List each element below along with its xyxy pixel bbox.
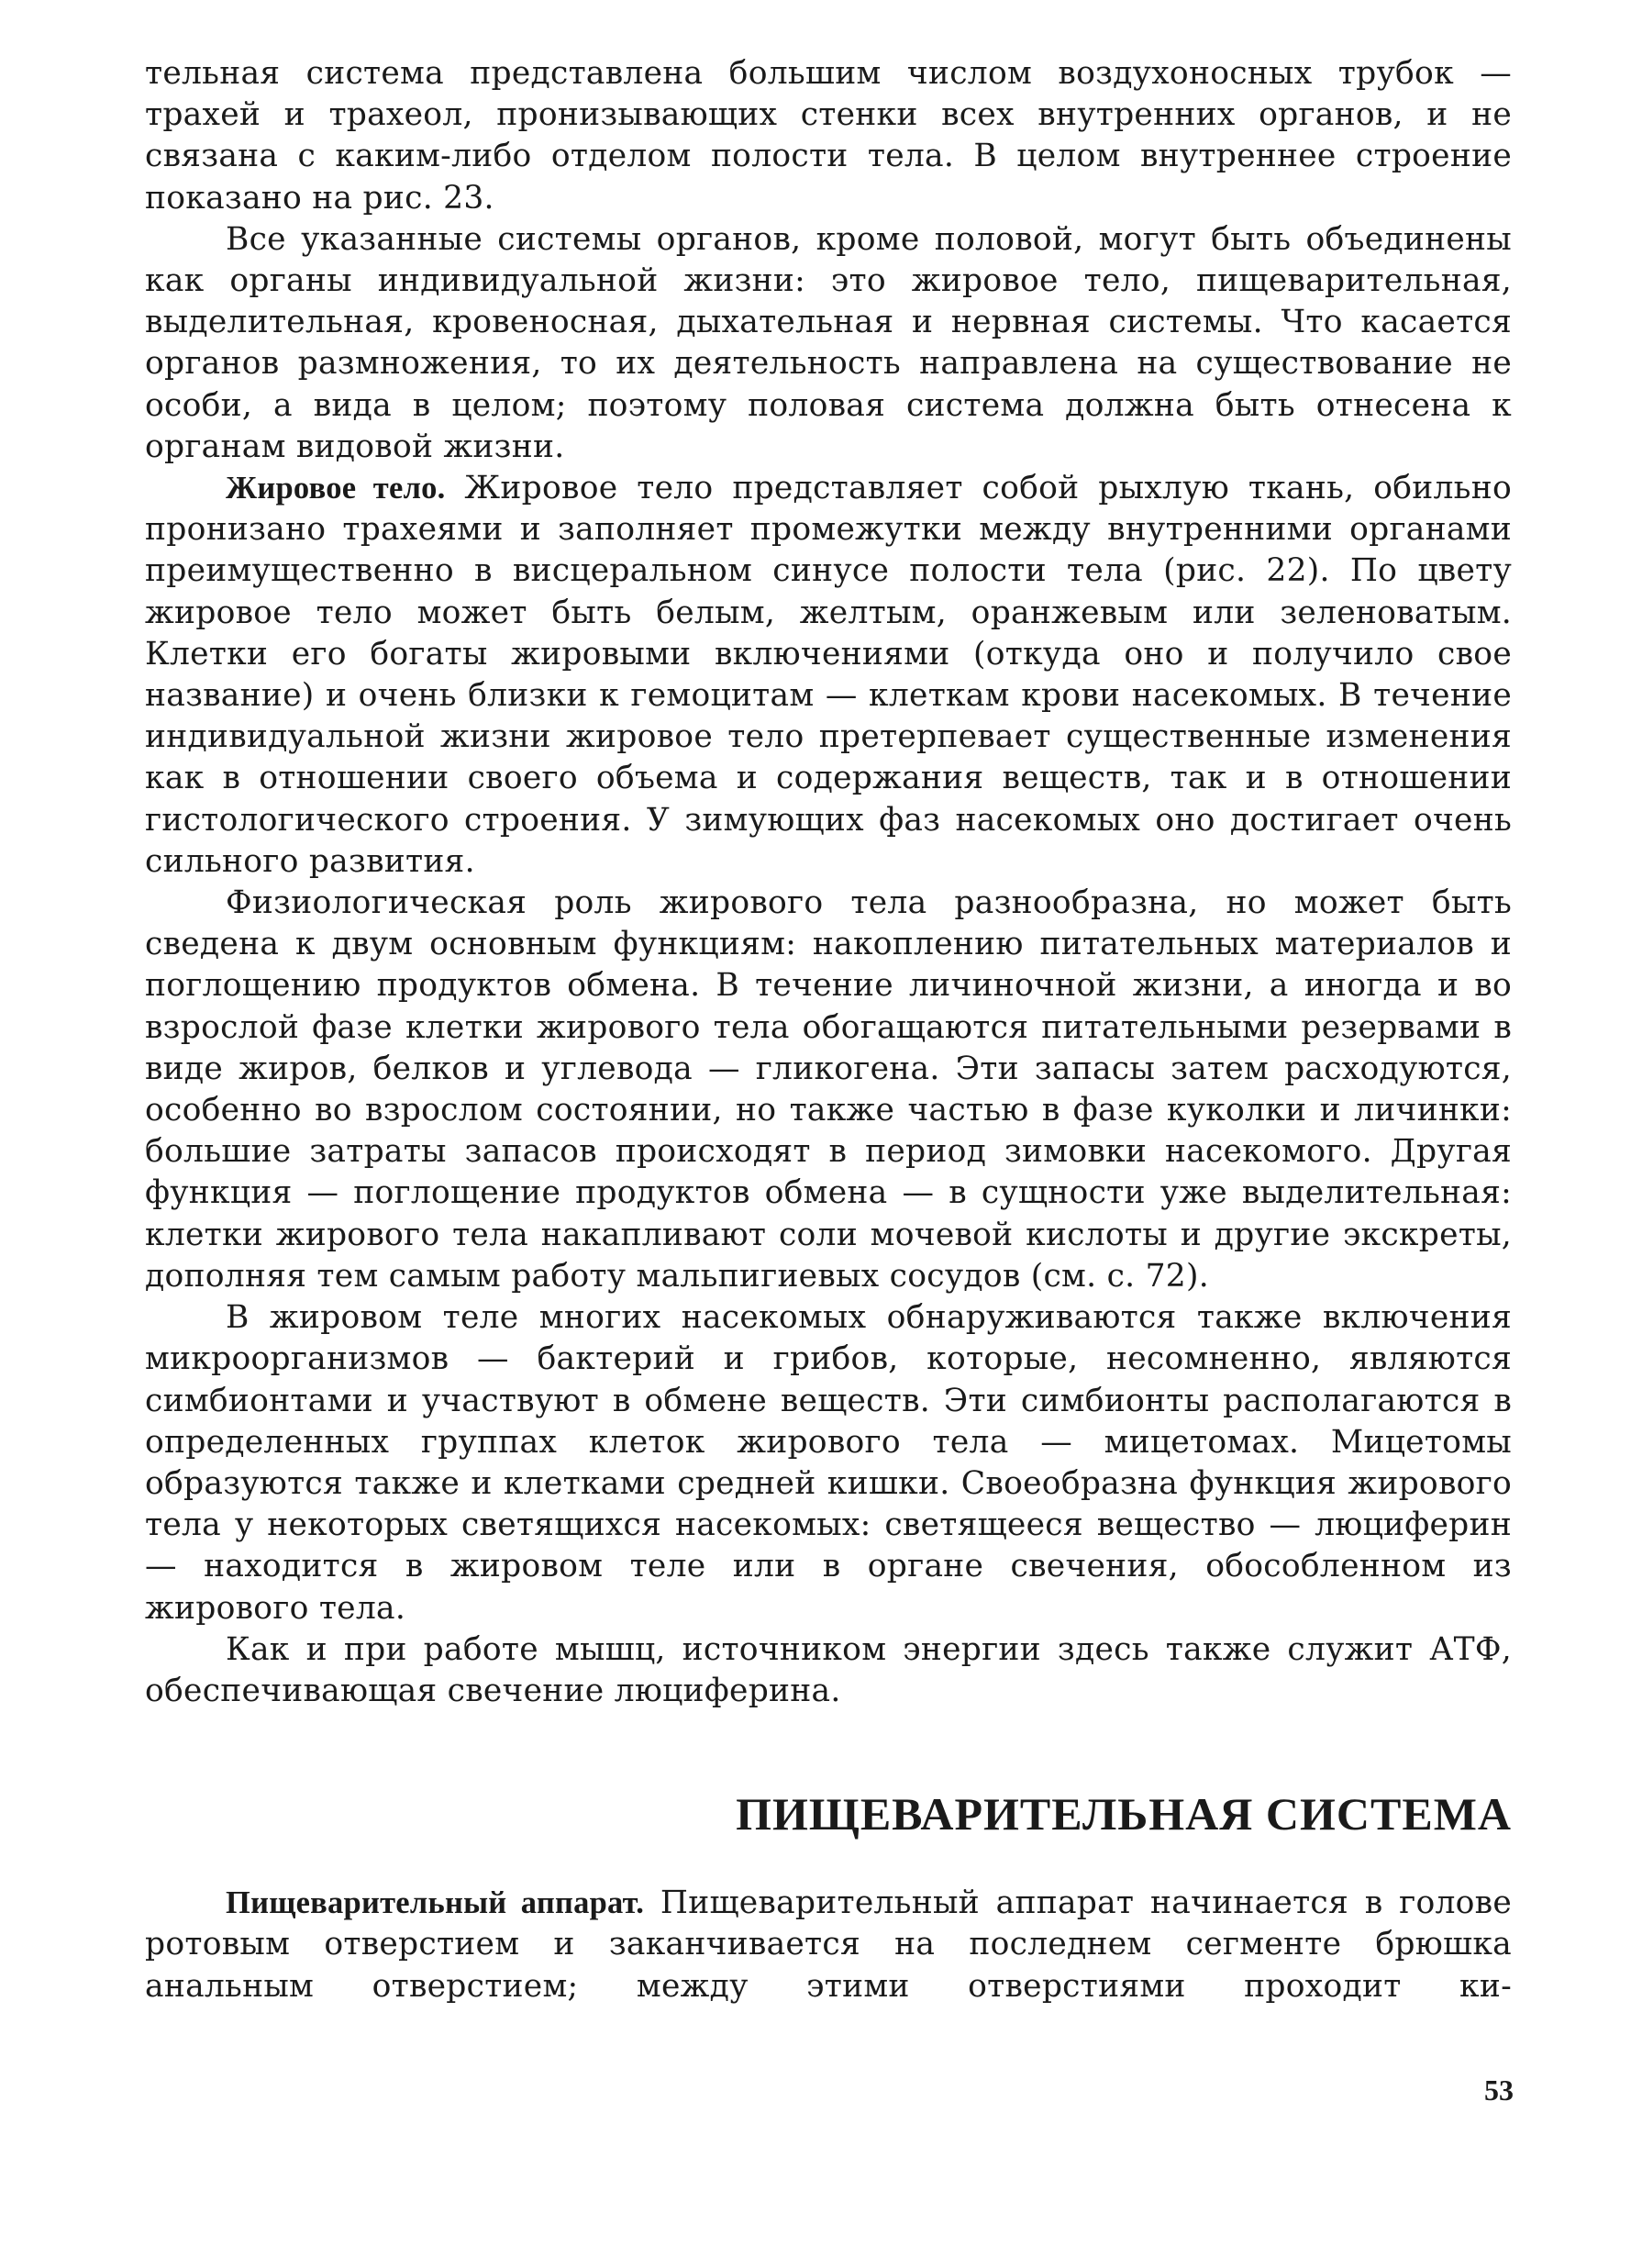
body-text [145, 53, 1512, 1712]
paragraph-digestive-apparatus [145, 1883, 1512, 2007]
paragraph-respiratory-continuation: тельная система представлена большим числом воздухоносных трубок — трахей и трахеол, пронизывающих стенки всех внутренних органов, и не связана с каким-либо отделом полости тела. В целом внутреннее строение показано на рис. 23. [145, 55, 1512, 217]
digestive-apparatus-heading: Пищеварительный аппарат. [226, 1885, 645, 1921]
page-number: 53 [1484, 2073, 1514, 2107]
section-body [145, 1883, 1512, 2007]
paragraph-fat-body-functions: Физиологическая роль жирового тела разнообразна, но может быть сведена к двум основным функциям: накоплению питательных материалов и поглощению продуктов обмена. В течение личиночной жизни, а иногда и во взрослой фазе клетки жирового тела обогащаются питательными резервами в виде жиров, белков и углевода — гликогена. Эти запасы затем расходуются, особенно во взрослом состоянии, но также частью в фазе куколки и личинки: большие затраты запасов происходят в период зимовки насекомого. Другая функция — поглощение продуктов обмена — в сущности уже выделительная: клетки жирового тела накапливают соли мочевой кислоты и другие экскреты, дополняя тем самым работу мальпигиевых сосудов (см. с. 72). [145, 884, 1512, 1295]
section-title: ПИЩЕВАРИТЕЛЬНАЯ СИСТЕМА [736, 1788, 1512, 1840]
paragraph-fat-body-atp: Как и при работе мышц, источником энергии здесь также служит АТФ, обеспечивающая свечение люциферина. [145, 1630, 1512, 1709]
fat-body-text: Жировое тело представляет собой рыхлую ткань, обильно пронизано трахеями и заполняет промежутки между внутренними органами преимущественно в висцеральном синусе полости тела (рис. 22). По цвету жировое тело может быть белым, желтым, оранжевым или зеленоватым. Клетки его богаты жировыми включениями (откуда оно и получило свое название) и очень близки к гемоцитам — клеткам крови насекомых. В течение индивидуальной жизни жировое тело претерпевает существенные изменения как в отношении своего объема и содержания веществ, так и в отношении гистологического строения. У зимующих фаз насекомых оно достигает очень сильного развития. [145, 470, 1512, 880]
fat-body-heading: Жировое тело. [226, 471, 446, 506]
paragraph-fat-body [145, 468, 1512, 883]
paragraph-fat-body-symbionts: В жировом теле многих насекомых обнаруживаются также включения микроорганизмов — бактерий и грибов, которые, несомненно, являются симбионтами и участвуют в обмене веществ. Эти симбионты располагаются в определенных группах клеток жирового тела — мицетомах. Мицетомы образуются также и клетками средней кишки. Своеобразна функция жирового тела у некоторых светящихся насекомых: светящееся вещество — люциферин — находится в жировом теле или в органе свечения, обособленном из жирового тела. [145, 1299, 1512, 1627]
paragraph-organ-systems: Все указанные системы органов, кроме половой, могут быть объединены как органы индивидуальной жизни: это жировое тело, пищеварительная, выделительная, кровеносная, дыхательная и нервная системы. Что касается органов размножения, то их деятельность направлена на существование не особи, а вида в целом; поэтому половая система должна быть отнесена к органам видовой жизни. [145, 220, 1512, 465]
digestive-apparatus-text: Пищеварительный аппарат начинается в голове ротовым отверстием и заканчивается на последнем сегменте брюшка анальным отверстием; между этими отверстиями проходит ки- [145, 1884, 1513, 2005]
section-heading-wrap [145, 1788, 1512, 1840]
